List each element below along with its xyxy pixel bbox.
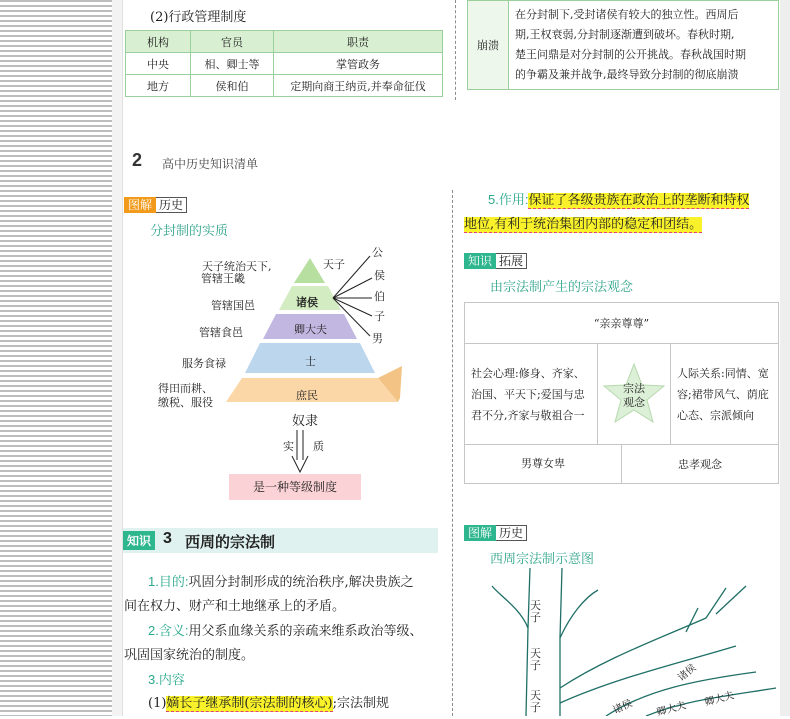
para-label: 2.含义:: [148, 623, 189, 638]
collapse-label: 崩溃: [468, 1, 509, 90]
binding-stripes: [0, 0, 112, 716]
admin-col-header: 职责: [274, 31, 443, 53]
column-divider-top: [455, 0, 456, 100]
left-label: 管辖国邑: [211, 299, 255, 312]
concept-center: [598, 344, 671, 445]
collapse-table: [467, 0, 779, 90]
fig1-title: 分封制的实质: [150, 224, 229, 239]
para-label: 3.内容: [148, 672, 185, 687]
para-meaning: [124, 619, 442, 644]
function-para: [464, 188, 780, 237]
concept-bottom: [465, 445, 779, 484]
key-highlight: 地位,有利于统治集团内部的稳定和团结。: [464, 217, 703, 232]
tree-label: 诸侯: [676, 662, 699, 684]
collapse-text: [509, 1, 779, 90]
concept-table: [464, 302, 779, 484]
admin-cell: 中央: [126, 53, 191, 75]
fig1-tag: [124, 194, 187, 213]
concept-center-line: 观念: [623, 396, 645, 409]
tree-label: 天子: [530, 599, 541, 624]
admin-row: [126, 53, 443, 75]
essence-char: 质: [313, 440, 324, 453]
right-margin: [780, 0, 790, 716]
collapse-line: 期,王权衰弱,分封制逐渐遭到破坏。春秋时期,: [515, 28, 735, 41]
left-label: 得田而耕、: [158, 382, 213, 395]
admin-row: [126, 75, 443, 97]
column-divider: [452, 190, 453, 716]
admin-title: (2)行政管理制度: [150, 10, 247, 25]
section3-tag: 知识: [123, 531, 155, 550]
essence-char: 实: [283, 440, 294, 453]
para-content: [124, 692, 442, 716]
left-label: 管辖王畿: [201, 272, 245, 285]
tag-label: 知识: [464, 253, 496, 269]
admin-table: [125, 30, 443, 97]
concept-left: 社会心理:修身、齐家、治国、平天下;爱国与忠君不分,齐家与敬祖合一: [465, 344, 598, 445]
admin-col-header: 机构: [126, 31, 191, 53]
left-label: 缴税、服役: [158, 396, 213, 409]
para-text: 间在权力、财产和土地继承上的矛盾。: [124, 599, 346, 614]
para-purpose: [124, 570, 442, 595]
tag-label: 图解: [124, 197, 156, 213]
tree-label: 诸侯: [611, 698, 635, 717]
level-label: 庶民: [296, 389, 318, 402]
admin-cell: 掌管政务: [274, 53, 443, 75]
tag-label: 图解: [464, 525, 496, 541]
slave-label: 奴隶: [292, 414, 319, 429]
para-text: 巩固国家统治的制度。: [124, 648, 255, 663]
level-label: 诸侯: [296, 296, 318, 309]
extension-tag: [464, 250, 527, 269]
collapse-line: 在分封制下,受封诸侯有较大的独立性。西周后: [515, 8, 739, 21]
binding-edge: [112, 0, 123, 716]
concept-center-text: [598, 382, 670, 410]
rank-label: 公: [372, 246, 383, 259]
admin-col-header: 官员: [191, 31, 274, 53]
left-label: 管辖食邑: [199, 326, 243, 339]
admin-cell: 地方: [126, 75, 191, 97]
extension-title: 由宗法制产生的宗法观念: [490, 280, 634, 295]
admin-header-row: [126, 31, 443, 53]
admin-cell: 相、卿士等: [191, 53, 274, 75]
admin-cell: 定期向商王纳贡,并奉命征伐: [274, 75, 443, 97]
key-highlight: 保证了各级贵族在政治上的垄断和特权: [528, 193, 750, 208]
para-text: 用父系血缘关系的亲疏来维系政治等级、: [188, 624, 423, 639]
rank-label: 伯: [374, 290, 385, 303]
section3-title: 西周的宗法制: [185, 534, 276, 551]
para-text: ;宗法制规: [332, 696, 389, 711]
rank-label: 男: [372, 332, 383, 345]
para-text: 巩固分封制形成的统治秩序,解决贵族之: [188, 575, 414, 590]
page-number: 2: [132, 150, 143, 170]
para-text: (1): [148, 696, 167, 711]
key-highlight: 嫡长子继承制(宗法制的核心): [166, 696, 333, 711]
concept-center-line: 宗法: [623, 382, 645, 395]
conclusion-box: 是一种等级制度: [229, 474, 361, 500]
left-label: 服务食禄: [182, 357, 226, 370]
collapse-line: 楚王问鼎是对分封制的公开挑战。春秋战国时期: [515, 48, 746, 61]
pyramid-level-tianzi: [294, 258, 325, 283]
admin-cell: 侯和伯: [191, 75, 274, 97]
rank-label: 侯: [374, 269, 385, 282]
tag-label: 拓展: [496, 253, 527, 269]
section3-header: [123, 528, 438, 553]
fig2-tag: [464, 522, 527, 541]
concept-bottom-left: 男尊女卑: [465, 445, 622, 483]
level-label: 天子: [323, 258, 345, 271]
tree-label: 天子: [530, 689, 541, 714]
left-label: 天子统治天下,: [202, 260, 272, 273]
section3-body: [124, 570, 442, 716]
book-title: 高中历史知识清单: [162, 157, 259, 171]
section3-number: 3: [163, 530, 172, 547]
rank-label: 子: [374, 310, 385, 323]
level-label: 士: [305, 355, 316, 368]
para-label: 1.目的:: [148, 574, 189, 589]
concept-bottom-right: 忠孝观念: [678, 458, 722, 471]
level-label: 卿大夫: [294, 323, 327, 336]
tree-label: 天子: [530, 647, 541, 672]
concept-top: “亲亲尊尊”: [465, 303, 779, 344]
down-arrow-icon: [290, 430, 310, 474]
tag-label: 历史: [156, 197, 187, 213]
para-label: 5.作用:: [488, 192, 529, 207]
concept-right: 人际关系:同情、宽容;裙带风气、荫庇心态、宗派倾向: [671, 344, 779, 445]
tag-label: 历史: [496, 525, 527, 541]
fig2-title: 西周宗法制示意图: [490, 552, 595, 567]
collapse-line: 的争霸及兼并战争,最终导致分封制的彻底崩溃: [515, 68, 739, 81]
tree-label: 卿大夫: [655, 700, 688, 719]
tree-label: 卿大夫: [703, 690, 736, 709]
